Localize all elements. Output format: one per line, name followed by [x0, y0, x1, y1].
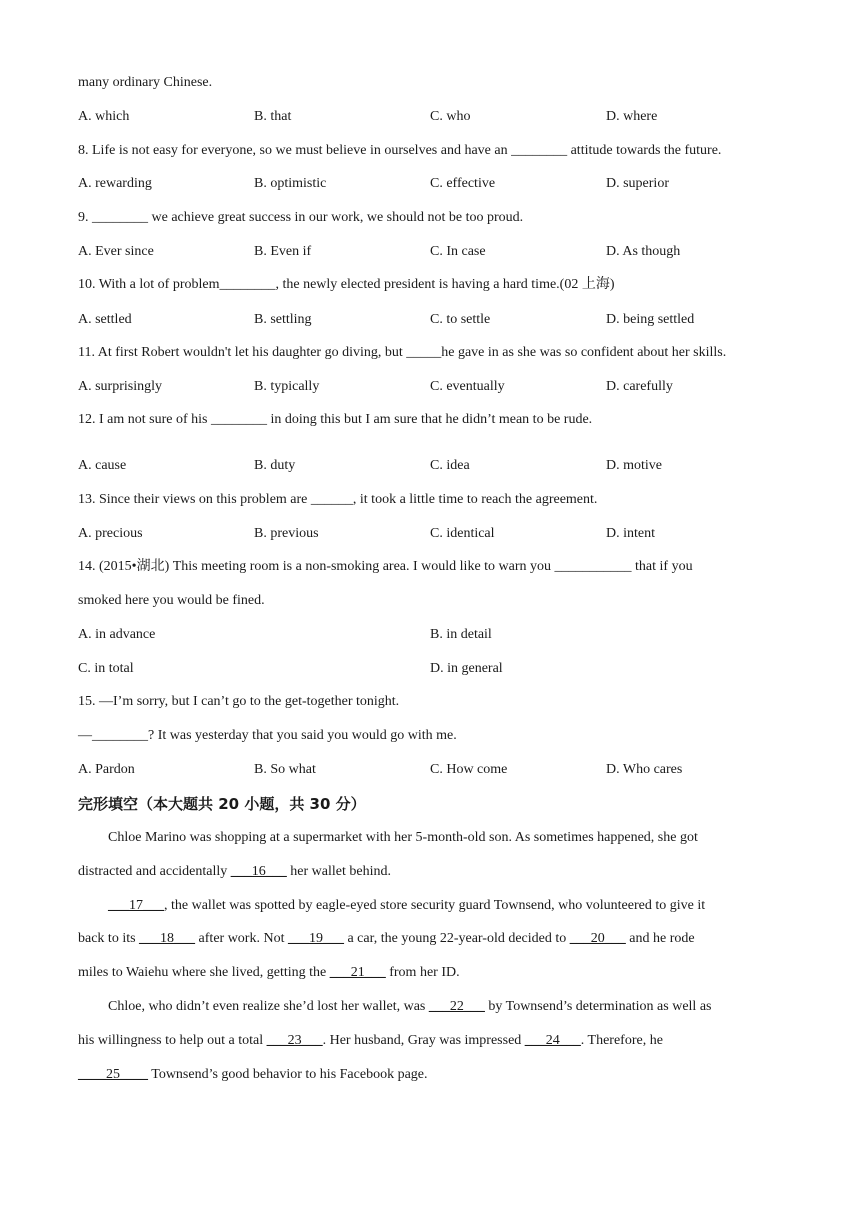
q13-option-a: A. precious: [78, 526, 143, 541]
q9-stem: 9. ________ we achieve great success in our work, we should not be too proud.: [78, 210, 524, 225]
text-segment: from her ID.: [385, 965, 460, 980]
cloze-p2-line1: [108, 897, 705, 915]
blank-19: ___19___: [287, 931, 344, 946]
q14-option-b: B. in detail: [430, 627, 492, 642]
text-segment: . Her husband, Gray was impressed: [322, 1033, 525, 1048]
cloze-p3-line2: [78, 1032, 663, 1050]
blank-18: ___18___: [139, 931, 196, 946]
text-segment: by Townsend’s determination as well as: [484, 999, 712, 1014]
q14-stem-line1: 14. (2015•湖北) This meeting room is a non-smoking area. I would like to warn you ___________ that if you: [78, 559, 693, 574]
q9-option-d: D. As though: [606, 244, 681, 259]
q8-option-a: A. rewarding: [78, 176, 152, 191]
blank-16: ___16___: [230, 864, 287, 879]
q14-option-a: A. in advance: [78, 627, 156, 642]
q15-option-b: B. So what: [254, 762, 316, 777]
q8-option-d: D. superior: [606, 176, 669, 191]
cloze-p1-line1: Chloe Marino was shopping at a supermarket with her 5-month-old son. As sometimes happened, she got: [108, 830, 698, 845]
q13-option-d: D. intent: [606, 526, 655, 541]
q11-option-d: D. carefully: [606, 379, 673, 394]
q12-option-b: B. duty: [254, 458, 296, 473]
q15-stem-line1: 15. —I’m sorry, but I can’t go to the get-together tonight.: [78, 694, 400, 709]
text-segment: after work. Not: [195, 931, 288, 946]
q15-stem-line2: —________? It was yesterday that you said you would go with me.: [78, 728, 457, 743]
blank-25: ____25____: [78, 1067, 148, 1082]
cloze-p3-line1: [108, 998, 712, 1016]
q7-option-b: B. that: [254, 109, 292, 124]
q13-stem: 13. Since their views on this problem are ______, it took a little time to reach the agreement.: [78, 492, 598, 507]
q14-option-c: C. in total: [78, 661, 134, 676]
text-segment: her wallet behind.: [286, 864, 391, 879]
q10-stem: 10. With a lot of problem________, the newly elected president is having a hard time.(02 上海): [78, 277, 615, 292]
blank-23: ___23___: [266, 1033, 323, 1048]
text-segment: . Therefore, he: [580, 1033, 663, 1048]
q10-option-c: C. to settle: [430, 312, 491, 327]
q7-option-c: C. who: [430, 109, 471, 124]
q11-option-c: C. eventually: [430, 379, 505, 394]
q8-stem: 8. Life is not easy for everyone, so we must believe in ourselves and have an ________ attitude towards the future.: [78, 143, 722, 158]
text-segment: his willingness to help out a total: [78, 1033, 267, 1048]
q7-option-a: A. which: [78, 109, 130, 124]
q7-stem-tail: many ordinary Chinese.: [78, 75, 213, 90]
q10-option-d: D. being settled: [606, 312, 695, 327]
text-segment: distracted and accidentally: [78, 864, 231, 879]
text-segment: Chloe, who didn’t even realize she’d lost her wallet, was: [108, 999, 429, 1014]
q12-stem: 12. I am not sure of his ________ in doing this but I am sure that he didn’t mean to be rude.: [78, 412, 593, 427]
text-segment: miles to Waiehu where she lived, getting the: [78, 965, 330, 980]
blank-17: ___17___: [108, 898, 164, 913]
q15-option-d: D. Who cares: [606, 762, 683, 777]
text-segment: a car, the young 22-year-old decided to: [343, 931, 570, 946]
q14-option-d: D. in general: [430, 661, 503, 676]
q15-option-c: C. How come: [430, 762, 508, 777]
q9-option-b: B. Even if: [254, 244, 312, 259]
q9-option-c: C. In case: [430, 244, 486, 259]
q10-option-b: B. settling: [254, 312, 312, 327]
q14-stem-line2: smoked here you would be fined.: [78, 593, 265, 608]
blank-24: ___24___: [524, 1033, 581, 1048]
q8-option-b: B. optimistic: [254, 176, 327, 191]
q12-option-a: A. cause: [78, 458, 127, 473]
q10-option-a: A. settled: [78, 312, 132, 327]
q15-option-a: A. Pardon: [78, 762, 135, 777]
cloze-p2-line2: [78, 930, 695, 948]
blank-21: ___21___: [329, 965, 386, 980]
q12-option-d: D. motive: [606, 458, 662, 473]
cloze-p1-line2: [78, 863, 391, 881]
blank-22: ___22___: [428, 999, 485, 1014]
q9-option-a: A. Ever since: [78, 244, 154, 259]
cloze-section-heading: 完形填空（本大题共 20 小题，共 30 分）: [78, 795, 366, 813]
q11-option-b: B. typically: [254, 379, 320, 394]
q13-option-b: B. previous: [254, 526, 319, 541]
cloze-p3-line3: [78, 1066, 428, 1084]
q13-option-c: C. identical: [430, 526, 495, 541]
text-segment: Townsend’s good behavior to his Facebook page.: [148, 1067, 428, 1082]
text-segment: , the wallet was spotted by eagle-eyed store security guard Townsend, who volunteered to give it: [164, 898, 706, 913]
text-segment: and he rode: [625, 931, 695, 946]
q7-option-d: D. where: [606, 109, 658, 124]
q8-option-c: C. effective: [430, 176, 496, 191]
q12-option-c: C. idea: [430, 458, 470, 473]
cloze-p2-line3: [78, 964, 460, 982]
q11-stem: 11. At first Robert wouldn't let his daughter go diving, but _____he gave in as she was so confident about her skills.: [78, 345, 727, 360]
blank-20: ___20___: [569, 931, 626, 946]
q11-option-a: A. surprisingly: [78, 379, 162, 394]
text-segment: back to its: [78, 931, 140, 946]
